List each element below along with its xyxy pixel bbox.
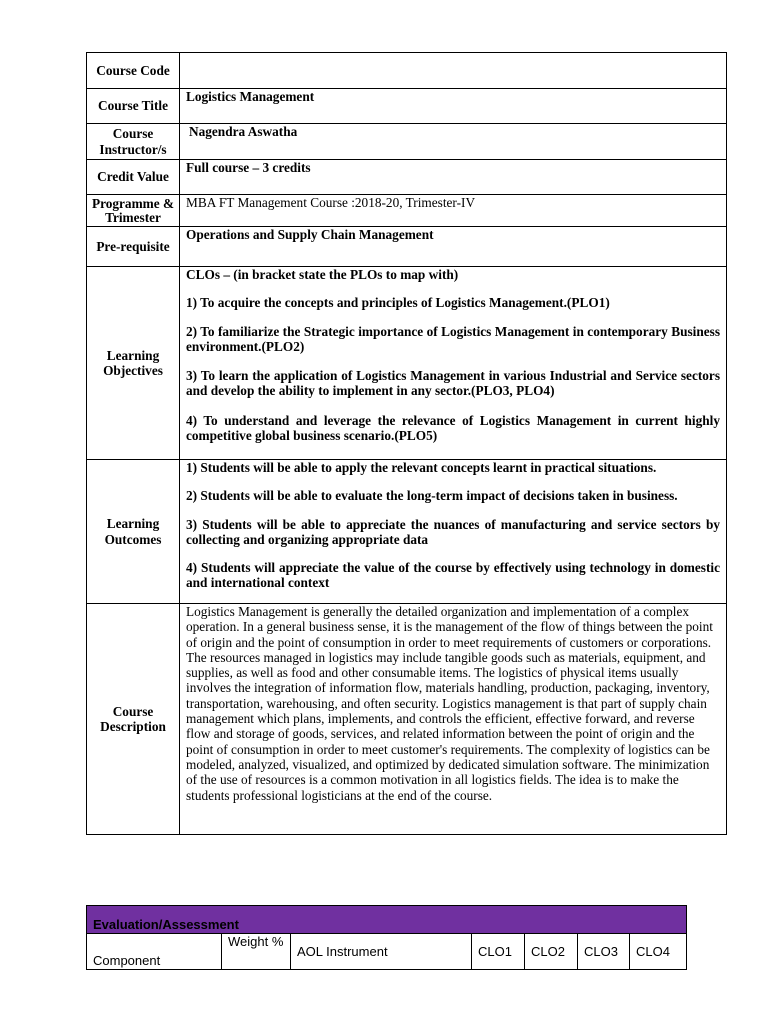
outcome-item: 4) Students will appreciate the value of the course by effectively using technology in domestic and international context	[186, 560, 720, 591]
objective-item: 1) To acquire the concepts and principles of Logistics Management.(PLO1)	[186, 295, 610, 311]
outcome-item: 3) Students will be able to appreciate the nuances of manufacturing and service sectors by collecting and organizing appropriate data	[186, 516, 720, 547]
course-title-value: Logistics Management	[180, 89, 727, 124]
objective-item: 4) To understand and leverage the relevance of Logistics Management in current highly competitive global business scenario.(PLO5)	[186, 412, 720, 444]
objective-item: 2) To familiarize the Strategic importance of Logistics Management in contemporary Business environment.(PLO2)	[186, 323, 720, 354]
learning-objectives-cell	[180, 267, 727, 460]
course-details-table	[86, 52, 727, 835]
learning-outcomes-cell	[180, 460, 727, 604]
clo1-header: CLO1	[472, 934, 525, 970]
course-code-value	[180, 53, 727, 89]
evaluation-title: Evaluation/Assessment	[87, 906, 687, 934]
programme-trimester-value: MBA FT Management Course :2018-20, Trimester-IV	[180, 195, 727, 227]
course-title-label: Course Title	[87, 89, 180, 124]
course-description-value: Logistics Management is generally the detailed organization and implementation of a complex operation. In a general business sense, it is the management of the flow of things between the point of origin and the point of consumption in order to meet requirements of customers or corporations. The resources managed in logistics may include tangible goods such as materials, equipment, and supplies, as well as food and other consumable items. The logistics of physical items usually involves the integration of information flow, materials handling, production, packaging, inventory, transportation, warehousing, and often security. Logistics management is that part of supply chain management which plans, implements, and controls the efficient, effective forward, and reverse flow and storage of goods, services, and related information between the point of origin and the point of consumption in order to meet customer's requirements. The complexity of logistics can be modeled, analyzed, visualized, and optimized by dedicated simulation software. The minimization of the use of resources is a common motivation in all logistics fields. The idea is to make the students professional logisticians at the end of the course.	[180, 604, 727, 835]
credit-value-label: Credit Value	[87, 160, 180, 195]
weight-header: Weight %	[222, 934, 291, 970]
component-header: Component	[87, 934, 222, 970]
outcome-item: 1) Students will be able to apply the relevant concepts learnt in practical situations.	[186, 460, 657, 475]
outcome-item: 2) Students will be able to evaluate the long-term impact of decisions taken in business.	[186, 488, 678, 504]
clo2-header: CLO2	[525, 934, 578, 970]
credit-value-value: Full course – 3 credits	[180, 160, 727, 195]
learning-outcomes-label: Learning Outcomes	[87, 460, 180, 604]
course-code-label: Course Code	[87, 53, 180, 89]
evaluation-table	[86, 905, 687, 970]
objectives-intro: CLOs – (in bracket state the PLOs to map with)	[186, 267, 459, 282]
learning-objectives-label: Learning Objectives	[87, 267, 180, 460]
course-instructor-label: Course Instructor/s	[87, 124, 180, 160]
objective-item: 3) To learn the application of Logistics Management in various Industrial and Service sectors and develop the ability to implement in any sector.(PLO3, PLO4)	[186, 368, 720, 399]
clo4-header: CLO4	[630, 934, 687, 970]
prerequisite-label: Pre-requisite	[87, 227, 180, 267]
clo3-header: CLO3	[578, 934, 630, 970]
aol-instrument-header: AOL Instrument	[291, 934, 472, 970]
programme-trimester-label: Programme & Trimester	[87, 195, 180, 227]
course-description-label: Course Description	[87, 604, 180, 835]
prerequisite-value: Operations and Supply Chain Management	[180, 227, 727, 267]
course-instructor-value: Nagendra Aswatha	[180, 124, 727, 160]
